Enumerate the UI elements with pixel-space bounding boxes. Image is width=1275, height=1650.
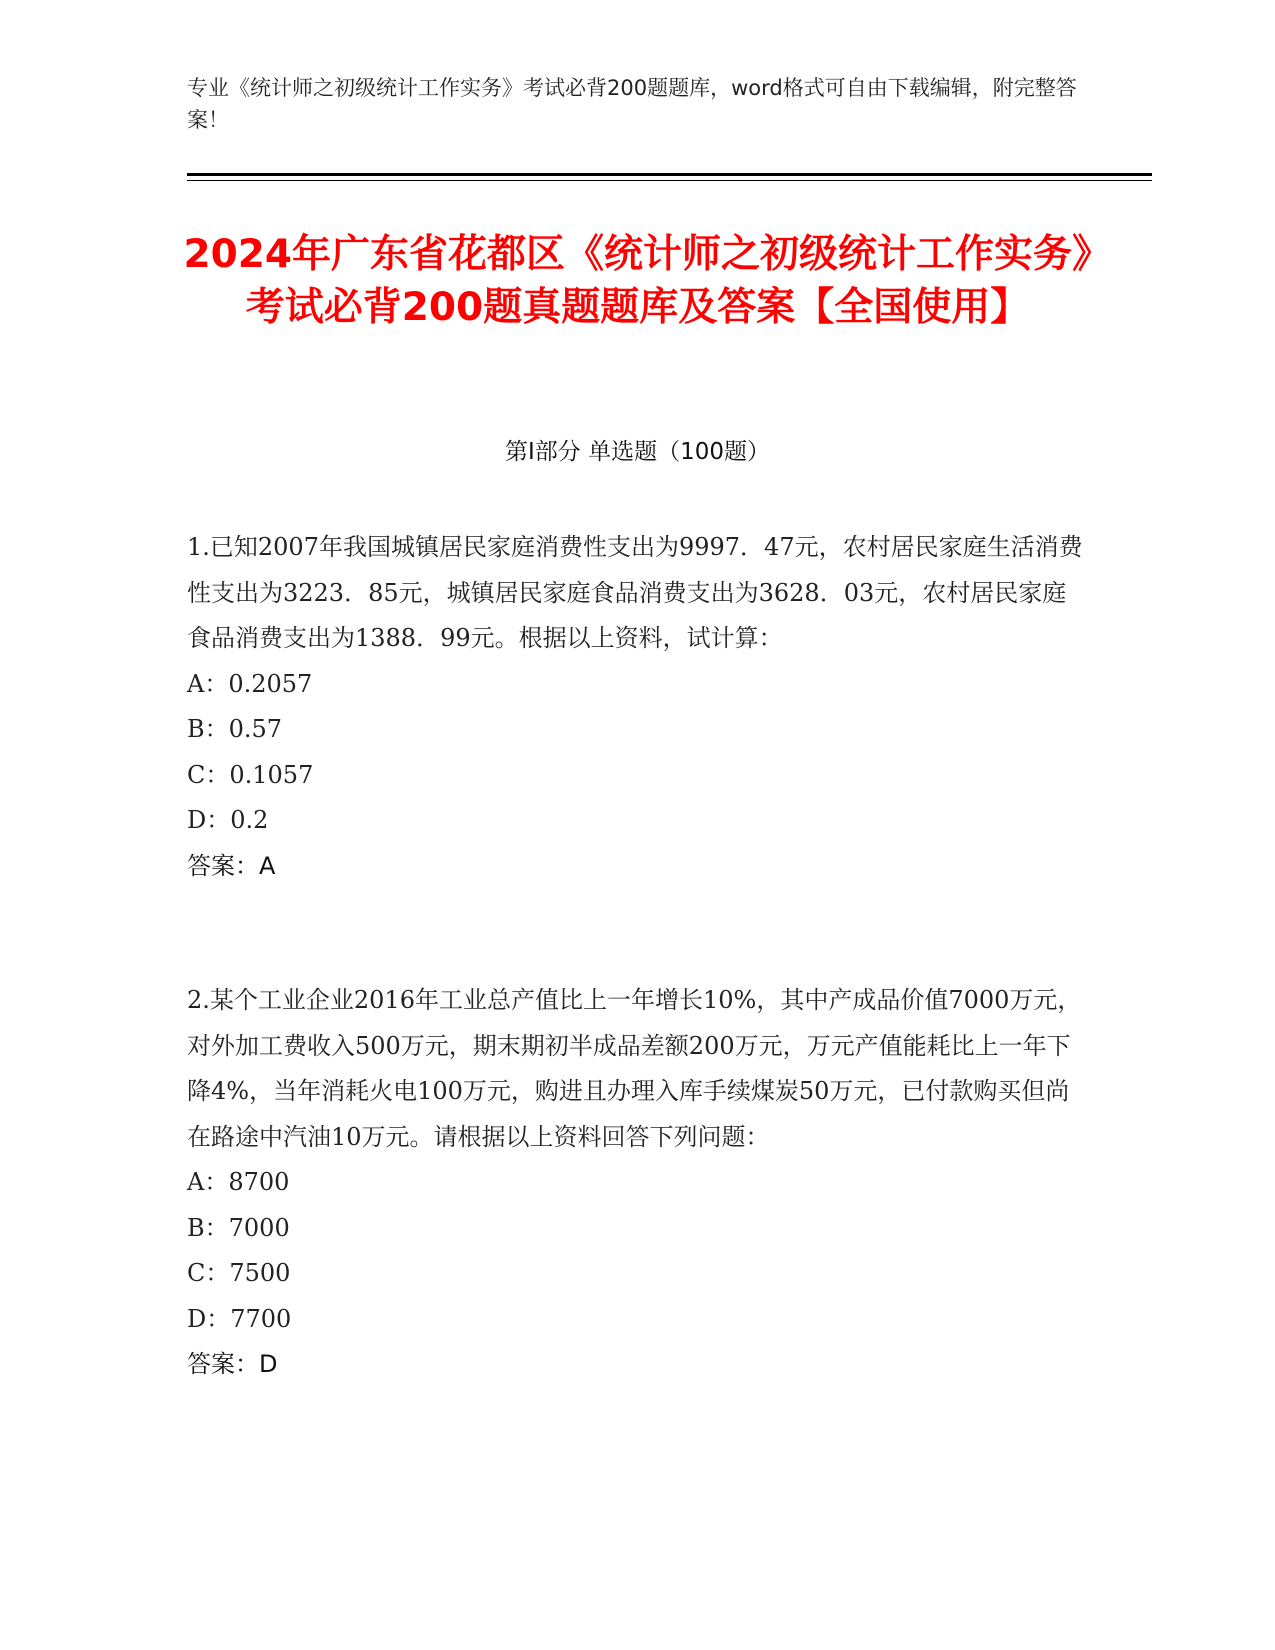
option-c: C：0.1057 (187, 760, 314, 789)
option-a: A：8700 (187, 1168, 290, 1196)
option-c: C：7500 (187, 1259, 291, 1287)
question-stem: 2.某个工业企业2016年工业总产值比上一年增长10%，其中产成品价值7000万元，对外加工费收入500万元，期末期初半成品差额200万元，万元产值能耗比上一年下降4%，当年消耗火电100万元，购进且办理入库手续煤炭50万元，已付款购买但尚在路途中汽油10万元。请根据以上资料回答下列问题： (187, 986, 1082, 1151)
option-d: D：0.2 (187, 806, 269, 834)
option-a: A：0.2057 (187, 669, 313, 698)
answer: 答案：D (187, 1350, 278, 1378)
option-b: B：7000 (187, 1213, 290, 1242)
question-stem: 1.已知2007年我国城镇居民家庭消费性支出为9997．47元，农村居民家庭生活消费性支出为3223．85元，城镇居民家庭食品消费支出为3628．03元，农村居民家庭食品消费支出为1388．99元。根据以上资料，试计算： (187, 533, 1083, 652)
header-note: 专业《统计师之初级统计工作实务》考试必背200题题库，word格式可自由下载编辑，附完整答案！ (187, 76, 1077, 132)
header-divider-thick (187, 173, 1152, 176)
answer: 答案：A (187, 851, 276, 880)
section-title: 第I部分 单选题（100题） (505, 439, 770, 465)
question-2 (187, 978, 1087, 1388)
document-title: 2024年广东省花都区《统计师之初级统计工作实务》考试必背200题真题题库及答案【全国使用】 (183, 232, 1092, 330)
question-1 (187, 525, 1087, 889)
option-d: D：7700 (187, 1304, 292, 1333)
header-divider-thin (187, 180, 1152, 181)
option-b: B：0.57 (187, 715, 283, 743)
